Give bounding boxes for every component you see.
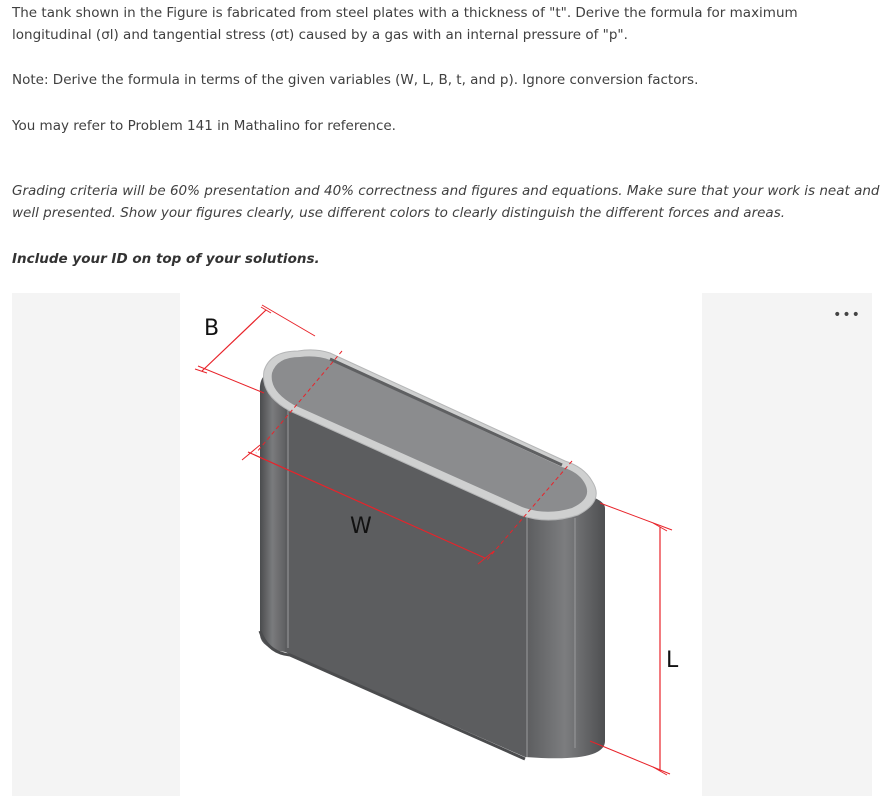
more-options-icon[interactable]: ••• [833, 307, 861, 323]
grading-criteria: Grading criteria will be 60% presentation and 40% correctness and figures and equations. Make sure that your work is neat and well presented. Show your figures clearly, use different colors to clearly distinguish the different forces and areas. [12, 183, 880, 221]
ext-line-b-lower [198, 366, 264, 393]
tank-figure [180, 293, 702, 796]
ext-line-l-bottom [590, 741, 670, 774]
problem-statement: The tank shown in the Figure is fabricated from steel plates with a thickness of "t". Derive the formula for maximum longitudinal (σl) and tangential stress (σt) caused by a gas with an internal pressure of "p". [12, 5, 798, 43]
problem-note: Note: Derive the formula in terms of the given variables (W, L, B, t, and p). Ignore conversion factors. [12, 72, 699, 88]
label-l: L [666, 648, 679, 673]
tank-right-cap [525, 483, 605, 758]
label-b: B [204, 316, 220, 341]
tick-w-1 [242, 445, 260, 460]
tick-b-1 [195, 369, 207, 373]
ext-line-l-top [600, 503, 672, 530]
tank-left-cap [260, 374, 285, 652]
reference-note: You may refer to Problem 141 in Mathalino for reference. [12, 118, 396, 134]
label-w: W [350, 514, 372, 539]
include-id-instruction: Include your ID on top of your solutions. [12, 251, 320, 267]
image-panel-left [12, 293, 180, 796]
tank-diagram [180, 293, 702, 796]
ext-line-b-upper [262, 305, 315, 336]
image-panel-right [702, 293, 872, 796]
